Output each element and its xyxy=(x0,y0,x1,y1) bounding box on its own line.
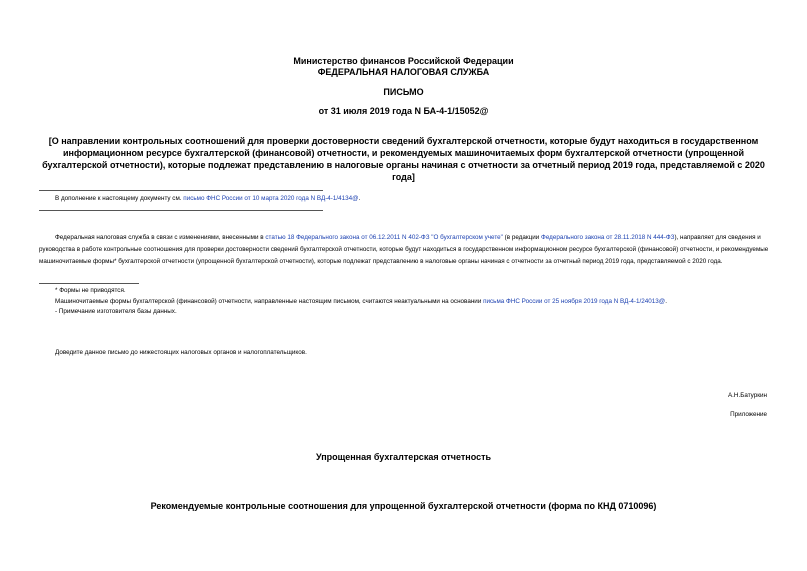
footnote-obsolete-end: . xyxy=(665,298,667,305)
addendum-text-end: . xyxy=(358,195,361,202)
signature: А.Н.Батуркин xyxy=(727,392,767,399)
footnote-divider xyxy=(39,283,139,284)
amending-law-link[interactable]: Федерального закона от 28.11.2018 N 444-ФЗ xyxy=(541,234,675,241)
attachment-label: Приложение xyxy=(730,411,767,418)
divider-bottom xyxy=(39,210,323,211)
addendum-note xyxy=(55,193,755,205)
service-heading: ФЕДЕРАЛЬНАЯ НАЛОГОВАЯ СЛУЖБА xyxy=(317,67,490,77)
document-date-number: от 31 июля 2019 года N БА-4-1/15052@ xyxy=(318,106,489,116)
divider-top xyxy=(39,190,323,191)
footnote-forms: * Формы не приводятся. xyxy=(55,287,126,294)
document-title: [О направлении контрольных соотношений для проверки достоверности сведений бухгалтерской отчетности, которые будут находиться в государственном информационном ресурсе бухгалтерской (финансовой) отчетности, и рекомендуемых машиночитаемых форм бухгалтерской отчетности (упрощенной бухгалтерской отчетности), которые подлежат представлению в налоговые органы начиная с отчетности за отчетный период 2019 года, представляемой с 2020 года] xyxy=(42,136,765,182)
addendum-link[interactable]: письмо ФНС России от 10 марта 2020 года N ВД-4-1/4134@ xyxy=(183,195,359,202)
body-text-end: ), направляет для сведения и руководства в работе контрольные соотношения для проверки достоверности сведений бухгалтерской отчетности, которые будут находиться в государственном информационном ресурсе бухгалтерской (финансовой) отчетности, и рекомендуемые машиночитаемые формы* бухгалтерской отчетности (упрощенной бухгалтерской отчетности), которые подлежат представлению в налоговые органы начиная с отчетности за отчетный период 2019 года, представляемой с 2020 года. xyxy=(39,234,769,265)
footnote-db-note: - Примечание изготовителя базы данных. xyxy=(55,308,177,315)
body-text-mid: (в редакции xyxy=(504,234,540,241)
body-paragraph xyxy=(39,232,769,268)
footnote-obsolete-text: Машиночитаемые формы бухгалтерской (финансовой) отчетности, направленные настоящим письмом, считаются неактуальными на основании xyxy=(55,298,482,305)
document-type: ПИСЬМО xyxy=(383,87,424,97)
ministry-heading: Министерство финансов Российской Федерации xyxy=(293,56,514,66)
addendum-text: В дополнение к настоящему документу см. xyxy=(55,195,182,202)
obsolete-letter-link[interactable]: письма ФНС России от 25 ноября 2019 года N ВД-4-1/24013@ xyxy=(483,298,666,305)
law-article-link[interactable]: статью 18 Федерального закона от 06.12.2011 N 402-ФЗ "О бухгалтерском учете" xyxy=(265,234,503,241)
closing-instruction: Доведите данное письмо до нижестоящих налоговых органов и налогоплательщиков. xyxy=(55,349,307,356)
section-subtitle: Рекомендуемые контрольные соотношения для упрощенной бухгалтерской отчетности (форма по КНД 0710096) xyxy=(150,501,657,511)
body-text-start: Федеральная налоговая служба в связи с изменениями, внесенными в xyxy=(55,234,264,241)
section-title: Упрощенная бухгалтерская отчетность xyxy=(315,452,492,462)
